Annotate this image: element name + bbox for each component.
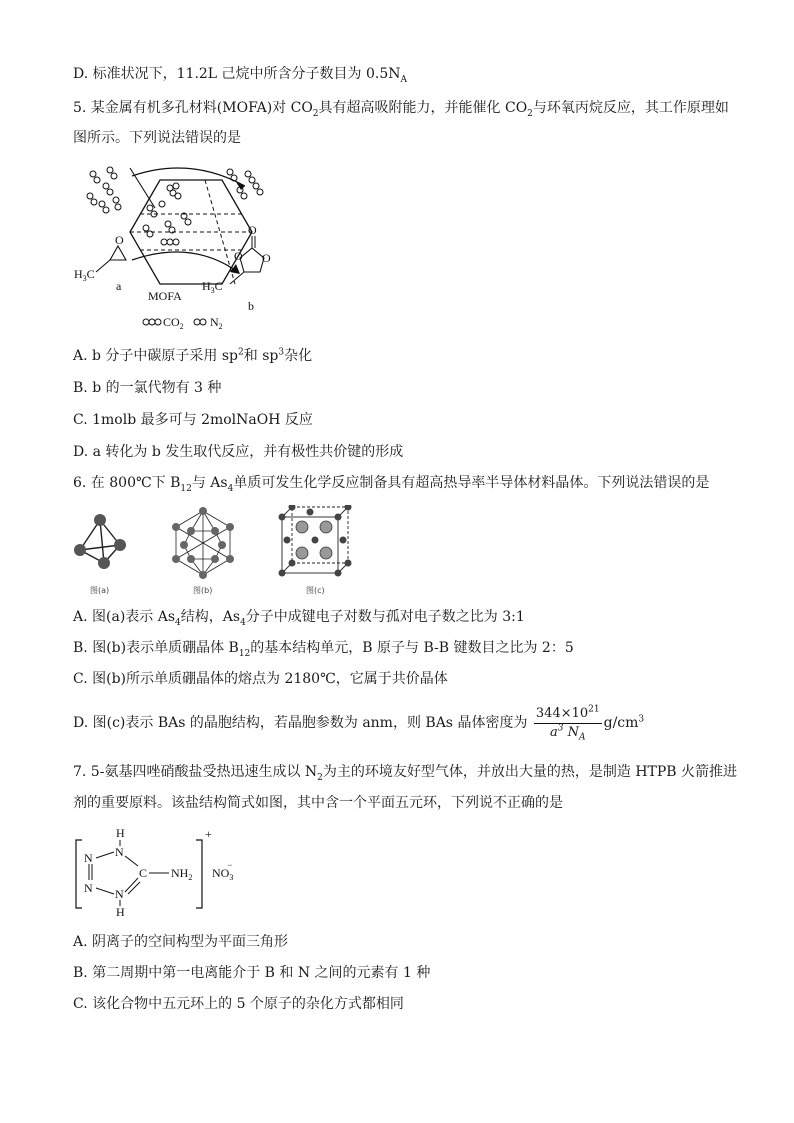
q5-stem-line1: 5. 某金属有机多孔材料(MOFA)对 $CO_2$具有超高吸附能力，并能催化 $CO_2$与环氧丙烷反应，其工作原理如 (73, 100, 729, 119)
q6-option-c: C. 图(b)所示单质硼晶体的熔点为 2180℃，它属于共价晶体 (73, 671, 448, 687)
epoxide-ring (110, 246, 126, 260)
q7-aminotetrazolium-structure (72, 822, 262, 922)
svg-text:O: O (248, 223, 257, 237)
svg-text:N: N (84, 851, 93, 865)
q5-option-c: C. 1molb 最多可与 2molNaOH 反应 (73, 412, 313, 428)
svg-text:CO2: $CO_2$ (163, 315, 184, 330)
q7-option-b: B. 第二周期中第一电离能介于 B 和 N 之间的元素有 1 种 (73, 965, 431, 981)
svg-text:+: + (205, 827, 212, 841)
svg-text:H: H (116, 905, 125, 919)
legend-co2-icon (143, 319, 161, 325)
svg-text:图(b): 图(b) (193, 586, 213, 595)
svg-text:N2: $N_2$ (210, 315, 223, 330)
svg-text:H: H (116, 826, 125, 840)
svg-text:图(a): 图(a) (90, 586, 110, 595)
carbonate-ring (240, 248, 264, 272)
q5-option-a: A. b 分子中碳原子采用 $sp^2$和 $sp^3$杂化 (73, 347, 313, 364)
svg-text:MOFA: MOFA (148, 289, 182, 303)
label-h3c-b: $H_3C$ (202, 279, 223, 295)
q6-stem: 6. 在 800℃下 $B_{12}$与 $As_4$单质可发生化学反应制备具有超高热导率半导体材料晶体。下列说法错误的是 (73, 475, 710, 494)
q6-option-a: A. 图(a)表示 $As_4$结构，$As_4$分子中成键电子对数与孤对电子数之比为 3:1 (73, 609, 525, 628)
q7-stem-line2: 剂的重要原料。该盐结构简式如图，其中含一个平面五元环，下列说不正确的是 (73, 795, 563, 811)
q7-stem-line1: 7. 5-氨基四唑硝酸盐受热迅速生成以 $N_2$为主的环境友好型气体，并放出大量的热，是制造 HTPB 火箭推进 (73, 764, 738, 783)
svg-text:图(c): 图(c) (306, 586, 325, 595)
label-h3c-a: $H_3C$ (74, 267, 95, 283)
svg-text:NO3−: $NO_3-$ (212, 860, 234, 882)
q5-option-d: D. a 转化为 b 发生取代反应，并有极性共价键的形成 (73, 444, 404, 460)
density-fraction: $\frac{344\times 10^{21}}{a^3 N_A}$ (535, 704, 600, 743)
svg-text:O: O (234, 249, 243, 263)
left-bracket (76, 840, 82, 908)
svg-text:O: O (115, 233, 124, 247)
svg-text:NH2: $NH_2$ (171, 866, 193, 882)
q5-option-b: B. b 的一氯代物有 3 种 (73, 380, 222, 396)
q6-figures (70, 505, 370, 601)
right-bracket (196, 840, 202, 908)
svg-text:N: N (115, 845, 124, 859)
q4-option-d: D. 标准状况下，11.2L 己烷中所含分子数目为 $0.5N_A$ (73, 66, 408, 85)
svg-text:N: N (84, 881, 93, 895)
svg-text:N: N (115, 887, 124, 901)
q6-option-b: B. 图(b)表示单质硼晶体 $B_{12}$的基本结构单元，B 原子与 B-B 键数目之比为 2：5 (73, 640, 574, 659)
legend-n2-icon (194, 319, 206, 325)
q7-option-c: C. 该化合物中五元环上的 5 个原子的杂化方式都相同 (73, 996, 404, 1012)
svg-text:a: a (116, 279, 122, 293)
q6-option-d: D. 图(c)表示 BAs 的晶胞结构，若晶胞参数为 anm，则 BAs 晶体密度为 $\frac{344\times 10^{21}}{a^3 N_A}$ $g/cm^3$ (73, 704, 645, 743)
svg-text:O: O (262, 251, 271, 265)
q5-stem-line2: 图所示。下列说法错误的是 (73, 130, 241, 146)
svg-text:C: C (139, 866, 148, 880)
q7-option-a: A. 阴离子的空间构型为平面三角形 (73, 934, 289, 950)
svg-text:b: b (248, 299, 254, 313)
flow-arrow-top (132, 168, 245, 186)
q5-mofa-diagram (70, 160, 330, 330)
as4-tetrahedron (80, 520, 120, 563)
